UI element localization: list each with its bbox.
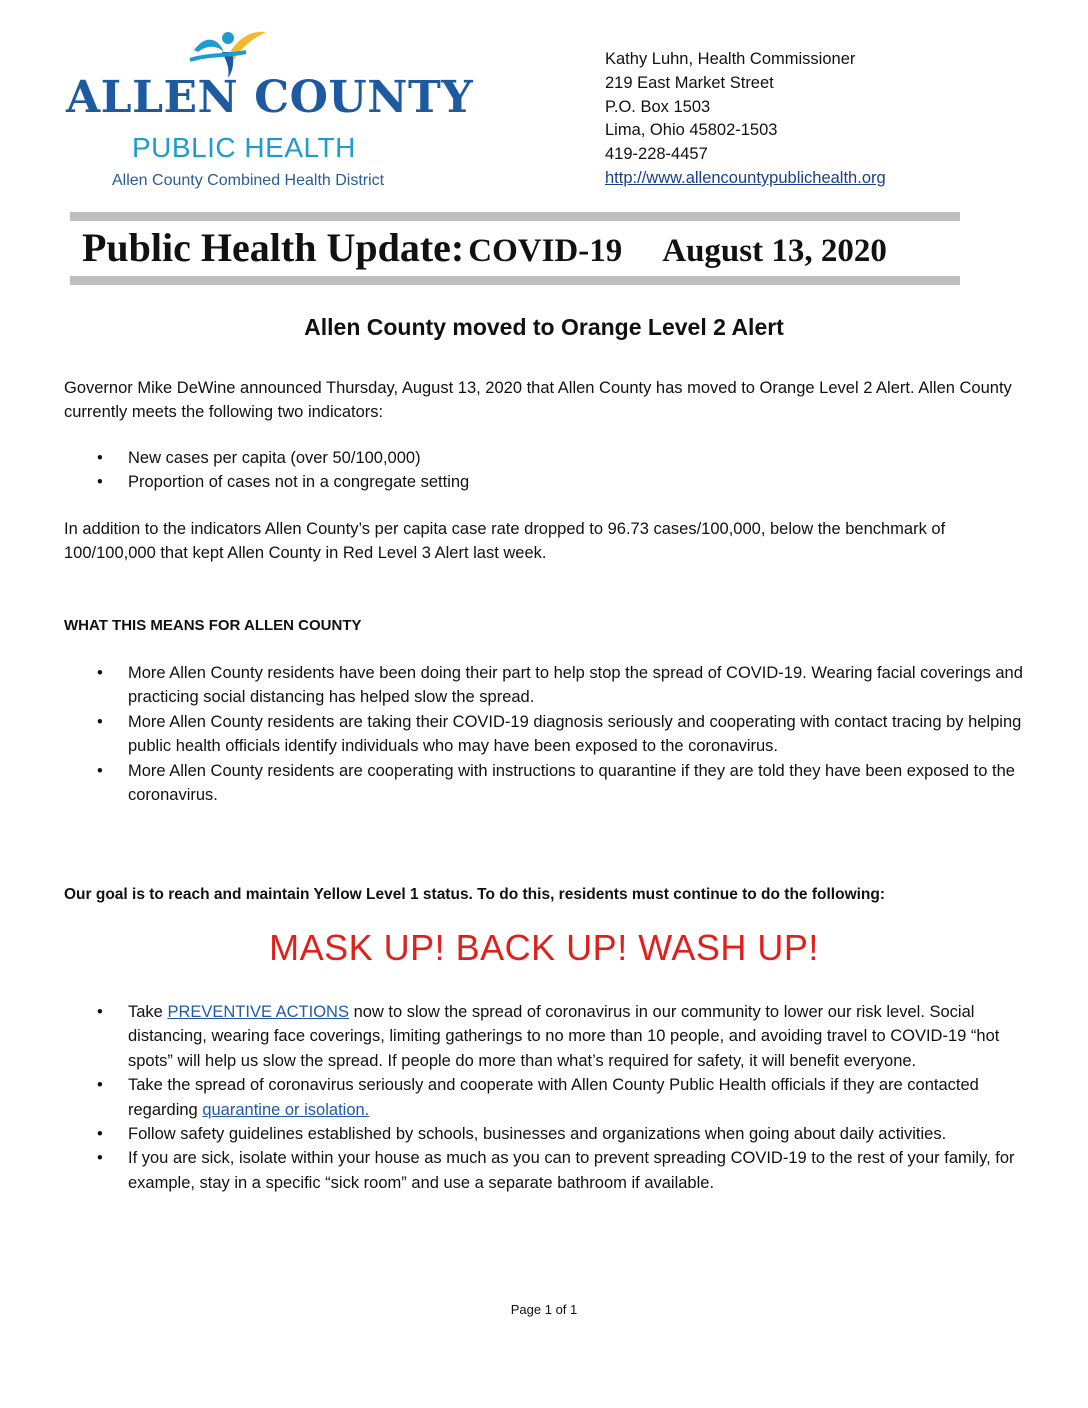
title-text: Public Health Update: xyxy=(82,225,465,270)
logo-subtitle: PUBLIC HEALTH xyxy=(132,132,356,163)
logo-district: Allen County Combined Health District xyxy=(112,172,385,189)
allen-county-logo xyxy=(66,30,474,195)
page-footer: Page 1 of 1 xyxy=(510,1302,578,1317)
contact-street: 219 East Market Street xyxy=(605,73,774,92)
quarantine-isolation-link[interactable]: quarantine or isolation. xyxy=(202,1100,370,1119)
contact-block xyxy=(605,48,886,191)
preventive-actions-link[interactable]: PREVENTIVE ACTIONS xyxy=(167,1003,349,1021)
list-item xyxy=(64,1073,1024,1122)
list-item: • More Allen County residents are cooperating with instructions to quarantine if they are told they have been exposed to the coronavirus. xyxy=(64,759,1024,808)
indicator-list xyxy=(64,446,1024,495)
page-title xyxy=(82,225,962,270)
headline: Allen County moved to Orange Level 2 Alert xyxy=(304,314,784,340)
action-1-post: now to slow the spread of coronavirus in our community to lower our risk level. Social distancing, wearing face coverings, limiting gatherings to no more than 10 people, and avoiding travel to COVID-19 “hot spots” will help us slow the spread. If people do more than what’s required for safety, it will benefit everyone. xyxy=(128,1003,1000,1070)
section-heading: WHAT THIS MEANS FOR ALLEN COUNTY xyxy=(64,617,362,634)
action-2-pre: Take the spread of coronavirus seriously and cooperate with Allen County Public Health officials if they are contacted regarding xyxy=(128,1076,979,1119)
title-date: August 13, 2020 xyxy=(662,233,887,269)
list-item: • More Allen County residents are taking their COVID-19 diagnosis seriously and cooperating with contact tracing by helping public health officials identify individuals who may have been exposed to the coronavirus. xyxy=(64,710,1024,759)
contact-po-box: P.O. Box 1503 xyxy=(605,97,711,116)
meaning-list xyxy=(64,661,1024,807)
list-item: • If you are sick, isolate within your house as much as you can to prevent spreading COVID-19 to the rest of your family, for example, stay in a specific “sick room” and use a separate bathroom if available. xyxy=(64,1146,1024,1195)
title-rule-top xyxy=(70,212,960,221)
goal-statement: Our goal is to reach and maintain Yellow Level 1 status. To do this, residents must continue to do the following: xyxy=(64,886,886,903)
contact-name: Kathy Luhn, Health Commissioner xyxy=(605,50,856,68)
actions-list xyxy=(64,1000,1024,1195)
list-item: • More Allen County residents have been doing their part to help stop the spread of COVID-19. Wearing facial coverings and practicing social distancing has helped slow the spread. xyxy=(64,661,1024,710)
list-item xyxy=(64,1000,1024,1073)
title-rule-bottom xyxy=(70,276,960,285)
website-link[interactable]: http://www.allencountypublichealth.org xyxy=(605,168,886,187)
title-topic: COVID-19 xyxy=(468,233,623,269)
logo-name: ALLEN COUNTY xyxy=(66,72,474,123)
list-item: • New cases per capita (over 50/100,000) xyxy=(64,446,1024,470)
list-item: • Proportion of cases not in a congregate setting xyxy=(64,470,1024,494)
action-1-pre: Take xyxy=(128,1003,168,1021)
list-item: • Follow safety guidelines established by schools, businesses and organizations when going about daily activities. xyxy=(64,1122,1024,1146)
addition-paragraph: In addition to the indicators Allen County’s per capita case rate dropped to 96.73 cases/100,000, below the benchmark of 100/100,000 that kept Allen County in Red Level 3 Alert last week. xyxy=(64,520,946,562)
slogan: MASK UP! BACK UP! WASH UP! xyxy=(269,927,819,968)
intro-paragraph: Governor Mike DeWine announced Thursday, August 13, 2020 that Allen County has moved to Orange Level 2 Alert. Allen County currently meets the following two indicators: xyxy=(64,379,1012,421)
contact-phone: 419-228-4457 xyxy=(605,145,708,164)
contact-city: Lima, Ohio 45802-1503 xyxy=(605,121,778,140)
